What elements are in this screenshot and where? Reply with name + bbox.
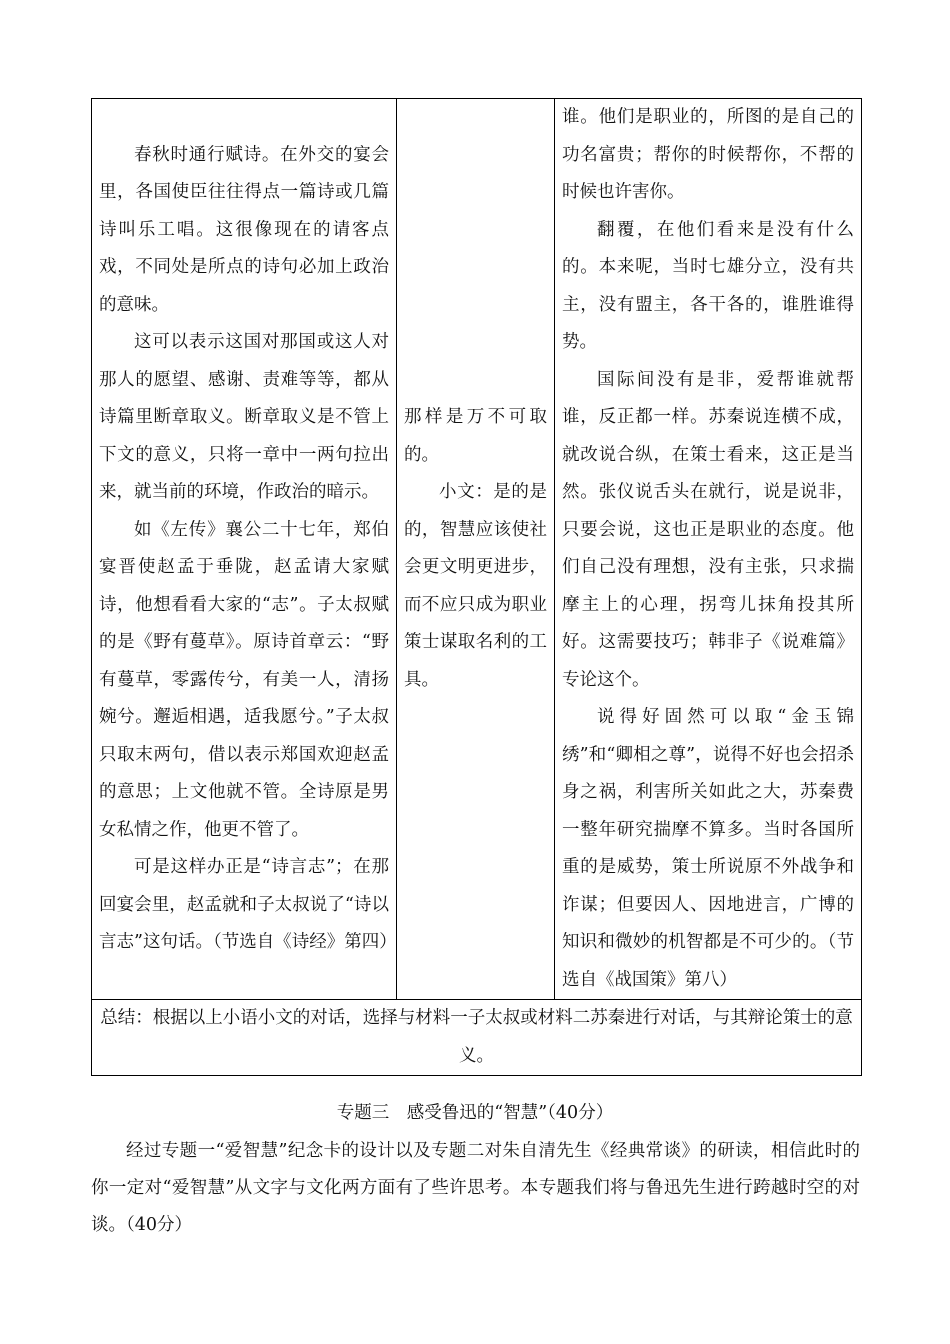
section-intro: 经过专题一“爱智慧”纪念卡的设计以及专题二对朱自清先生《经典常谈》的研读，相信此时的你一定对“爱智慧”从文字与文化两方面有了些许思考。本专题我们将与鲁迅先生进行跨越时空的对谈。（40分）: [91, 1141, 860, 1235]
summary-row: [92, 1000, 862, 1076]
material-one-paragraph: 春秋时通行赋诗。在外交的宴会里，各国使臣往往得点一篇诗或几篇诗叫乐工唱。这很像现在的请客点戏，不同处是所点的诗句必加上政治的意味。: [99, 144, 389, 315]
section-title: 专题三 感受鲁迅的“智慧”（40分）: [336, 1103, 614, 1123]
summary-text: 总结：根据以上小语小文的对话，选择与材料一子太叔或材料二苏秦进行对话，与其辩论策士的意义。: [92, 1000, 862, 1076]
dialogue-paragraph: 那样是万不可取的。: [404, 407, 547, 465]
dialogue-cell: [397, 99, 555, 1000]
material-two-paragraph: 翻覆，在他们看来是没有什么的。本来呢，当时七雄分立，没有共主，没有盟主，各干各的，谁胜谁得势。: [562, 219, 854, 352]
dialogue-paragraph: 小文：是的是的，智慧应该使社会更文明更进步，而不应只成为职业策士谋取名利的工具。: [404, 482, 547, 690]
material-one-cell: [92, 99, 397, 1000]
material-one-paragraph: 可是这样办正是“诗言志”；在那回宴会里，赵孟就和子太叔说了“诗以言志”这句话。（节选自《诗经》第四）: [99, 857, 397, 952]
material-one-paragraph: 如《左传》襄公二十七年，郑伯宴晋使赵孟于垂陇，赵孟请大家赋诗，他想看看大家的“志”。子太叔赋的是《野有蔓草》。原诗首章云：“野有蔓草，零露传兮，有美一人，清扬婉兮。邂逅相遇，适我愿兮。”子太叔只取末两句，借以表示郑国欢迎赵孟的意思；上文他就不管。全诗原是男女私情之作，他更不管了。: [99, 519, 389, 840]
content-row: [92, 99, 862, 1000]
material-one-paragraph: 这可以表示这国对那国或这人对那人的愿望、感谢、责难等等，都从诗篇里断章取义。断章取义是不管上下文的意义，只将一章中一两句拉出来，就当前的环境，作政治的暗示。: [99, 332, 389, 502]
material-two-paragraph: 谁。他们是职业的，所图的是自己的功名富贵；帮你的时候帮你，不帮的时候也许害你。: [562, 107, 854, 202]
reading-table: [91, 98, 862, 1076]
material-two-paragraph: 国际间没有是非，爱帮谁就帮谁，反正都一样。苏秦说连横不成，就改说合纵，在策士看来，这正是当然。张仪说舌头在就行，说是说非，只要会说，这也正是职业的态度。他们自己没有理想，没有主张，只求揣摩主上的心理，拐弯儿抹角投其所好。这需要技巧；韩非子《说难篇》专论这个。: [562, 369, 854, 690]
material-two-cell: [555, 99, 862, 1000]
material-two-paragraph: 说得好固然可以取“金玉锦绣”和“卿相之尊”，说得不好也会招杀身之祸，利害所关如此之大，苏秦费一整年研究揣摩不算多。当时各国所重的是威势，策士所说原不外战争和诈谋；但要因人、因地进言，广博的知识和微妙的机智都是不可少的。（节选自《战国策》第八）: [562, 707, 854, 990]
